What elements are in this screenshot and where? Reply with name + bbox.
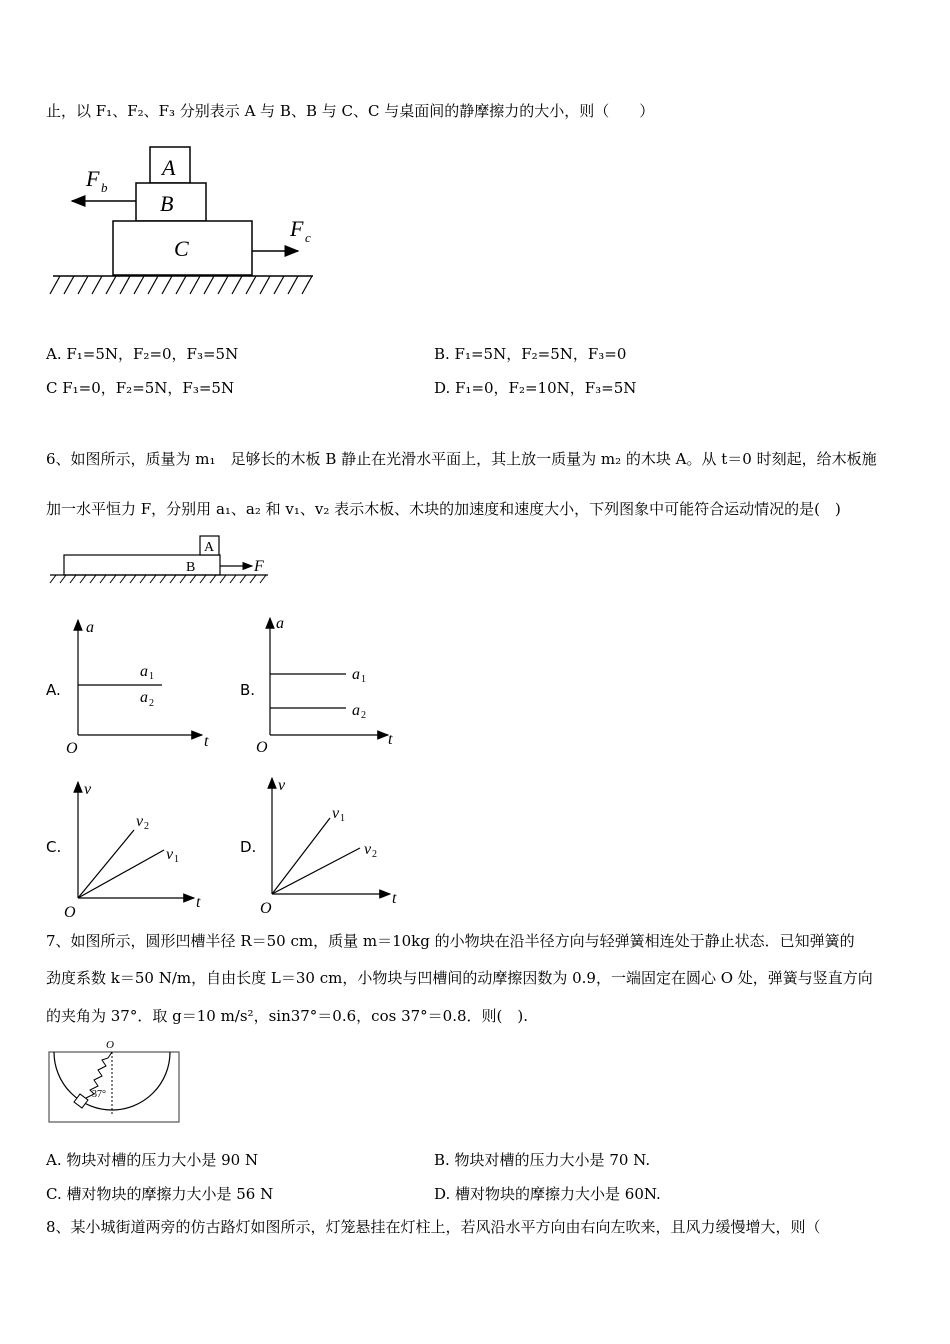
- q5-blocks-figure: [50, 142, 320, 302]
- v1-line: [272, 818, 330, 894]
- svg-text:a: a: [140, 663, 148, 680]
- svg-text:v: v: [278, 777, 286, 794]
- svg-text:v: v: [364, 841, 372, 858]
- q6-graph-b: [252, 616, 412, 756]
- q7-groove-figure: [46, 1036, 186, 1126]
- svg-text:O: O: [66, 740, 78, 757]
- q6-graph-a: [60, 618, 220, 758]
- svg-text:v: v: [136, 813, 144, 830]
- svg-text:c: c: [305, 230, 311, 245]
- svg-text:B: B: [186, 560, 196, 575]
- svg-text:O: O: [106, 1039, 114, 1051]
- q5-option-b[interactable]: B. F₁=5N，F₂=5N，F₃=0: [434, 345, 627, 363]
- q7-stem-line1: 7、如图所示，圆形凹槽半径 R＝50 cm，质量 m＝10kg 的小物块在沿半径方向与轻弹簧相连处于静止状态．已知弹簧的: [46, 932, 855, 950]
- svg-text:37°: 37°: [92, 1089, 106, 1100]
- svg-text:a: a: [86, 619, 94, 636]
- q5-option-c[interactable]: C F₁=0，F₂=5N，F₃=5N: [46, 379, 235, 397]
- q5-stem: 止，以 F₁、F₂、F₃ 分别表示 A 与 B、B 与 C、C 与桌面间的静摩擦力的大小，则（ ）: [46, 102, 655, 120]
- q6-stem-line1: 6、如图所示，质量为 m₁ 足够长的木板 B 静止在光滑水平面上，其上放一质量为 m₂ 的木块 A。从 t＝0 时刻起，给木板施: [46, 450, 877, 468]
- svg-text:F: F: [290, 216, 304, 241]
- q6-graph-option-c[interactable]: C.: [46, 838, 62, 856]
- board-b: [64, 555, 220, 575]
- svg-text:O: O: [256, 739, 268, 756]
- q7-option-a[interactable]: A. 物块对槽的压力大小是 90 N: [46, 1151, 259, 1169]
- svg-text:B: B: [160, 191, 174, 216]
- q6-graph-c: [60, 778, 220, 921]
- svg-text:F: F: [254, 558, 264, 575]
- svg-text:a: a: [352, 702, 360, 719]
- q7-stem-line3: 的夹角为 37°．取 g＝10 m/s²，sin37°＝0.6，cos 37°＝0.8．则( ).: [46, 1007, 528, 1025]
- svg-text:F: F: [86, 166, 100, 191]
- q8-stem: 8、某小城街道两旁的仿古路灯如图所示，灯笼悬挂在灯柱上，若风沿水平方向由右向左吹来，且风力缓慢增大，则（: [46, 1218, 821, 1236]
- svg-text:1: 1: [174, 854, 179, 865]
- svg-text:1: 1: [340, 813, 345, 824]
- svg-text:t: t: [392, 890, 397, 907]
- q7-option-c[interactable]: C. 槽对物块的摩擦力大小是 56 N: [46, 1185, 274, 1203]
- svg-text:t: t: [388, 731, 393, 748]
- v2-line: [78, 830, 134, 898]
- svg-text:v: v: [332, 805, 340, 822]
- q7-option-d[interactable]: D. 槽对物块的摩擦力大小是 60N.: [434, 1185, 661, 1203]
- q6-graph-option-b[interactable]: B.: [240, 681, 256, 699]
- svg-text:v: v: [166, 846, 174, 863]
- q6-graph-option-a[interactable]: A.: [46, 681, 61, 699]
- svg-text:a: a: [276, 615, 284, 632]
- svg-text:1: 1: [361, 674, 366, 685]
- svg-text:2: 2: [361, 710, 366, 721]
- svg-text:1: 1: [149, 671, 154, 682]
- svg-text:2: 2: [372, 849, 377, 860]
- svg-text:b: b: [101, 180, 108, 195]
- v2-line: [272, 848, 360, 894]
- q5-option-a[interactable]: A. F₁=5N，F₂=0，F₃=5N: [46, 345, 239, 363]
- v1-line: [78, 850, 164, 898]
- svg-text:v: v: [84, 781, 92, 798]
- svg-text:2: 2: [149, 698, 154, 709]
- q5-option-d[interactable]: D. F₁=0，F₂=10N，F₃=5N: [434, 379, 637, 397]
- svg-text:A: A: [162, 155, 176, 180]
- svg-text:A: A: [204, 540, 215, 555]
- svg-text:t: t: [204, 733, 209, 750]
- svg-text:O: O: [64, 904, 76, 921]
- q7-stem-line2: 劲度系数 k＝50 N/m，自由长度 L＝30 cm，小物块与凹槽间的动摩擦因数为 0.9，一端固定在圆心 O 处，弹簧与竖直方向: [46, 969, 873, 987]
- svg-text:C: C: [174, 236, 189, 261]
- q6-board-figure: [46, 533, 276, 588]
- q6-stem-line2: 加一水平恒力 F，分别用 a₁、a₂ 和 v₁、v₂ 表示木板、木块的加速度和速度大小，下列图象中可能符合运动情况的是( ): [46, 500, 841, 518]
- q6-graph-option-d[interactable]: D.: [240, 838, 257, 856]
- q7-option-b[interactable]: B. 物块对槽的压力大小是 70 N.: [434, 1151, 651, 1169]
- svg-text:O: O: [260, 900, 272, 917]
- svg-text:a: a: [140, 689, 148, 706]
- svg-text:a: a: [352, 666, 360, 683]
- svg-text:2: 2: [144, 821, 149, 832]
- svg-text:t: t: [196, 894, 201, 911]
- q6-graph-d: [254, 776, 414, 916]
